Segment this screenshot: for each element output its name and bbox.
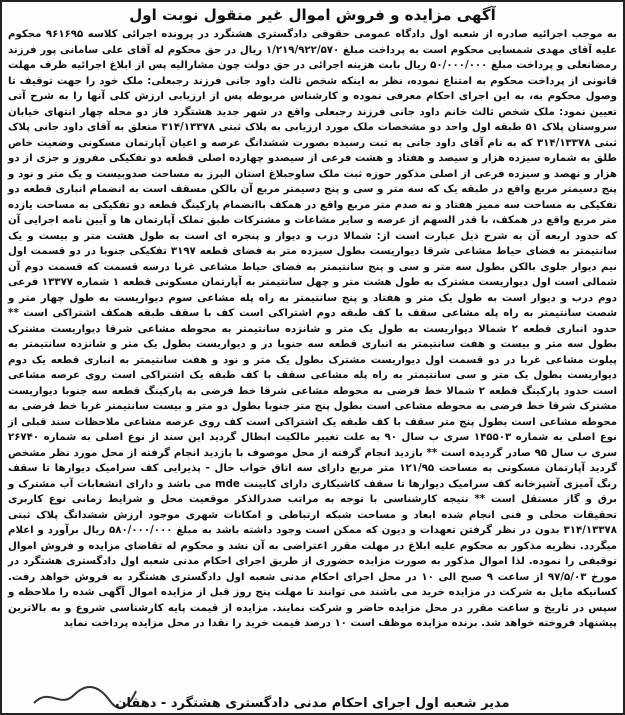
notice-title: آگهی مزایده و فروش اموال غیر منقول نوبت اول [129,6,496,24]
notice-signature: مدیر شعبه اول اجرای احکام مدنی دادگستری هشتگرد - دهقان [115,696,510,711]
notice-body: به موجب اجرائیه صادره از شعبه اول دادگاه عمومی حقوقی دادگستری هشتگرد در پرونده اجرائی کلاسه ۹۶۱۶۹۵ محکوم علیه آقای مهدی شمسایی محکوم است به پرداخت مبلغ ۱/۲۱۹/۹۲۲/۵۷۰ ریال در حق محکوم له آقای علی سامانی پور فرزند رمضانعلی و پرداخت مبلغ ۵۰/۰۰۰/۰۰۰ ریال بابت هزینه اجرائی در حق دولت چون مشارالیه پس از ابلاغ اجرائیه ظرف مهلت قانونی از پرداخت محکوم به امتناع نموده، نظر به اینکه شخص ثالث داود جانی فرزند رجبعلی: ملک خود را جهت توقیف تا وصول محکوم به، به این اجرای احکام معرفی نموده و کارشناس مربوطه پس از ارزیابی ارزش کلی آنها را به شرح آتی تعیین نمود: ملک شخص ثالث خانم داود جانی فرزند رجبعلی واقع در شهر جدید هشتگرد فاز دو محله چهار انتهای خیابان سروستان پلاک ۵۱ طبقه اول واحد دو مشخصات ملک مورد ارزیابی به پلاک ثبتی ۳۱۴/۱۳۳۷۸ متعلق به آقای داود جانی پلاک ثبتی ۳۱۴/۱۳۳۷۸ که به نام آقای داود جانی به ثبت رسیده بصورت ششدانگ عرصه و اعیان آپارتمان مسکونی وضعیت خاص طلق به شماره سیزده هزار و سیصد و هفتاد و هشت فرعی از سیصدو چهارده اصلی قطعه دو تفکیکی مفروز و جزی از دو هزار و نهصد و سیزده فرعی از اصلی مذکور حوزه ثبت ملک ساوجبلاغ استان البرز به مساحت صدوبیست و یک متر و نود و پنج دسیمتر مربع واقع در طبقه یک که سه متر و سی و پنج دسیمتر مربع آن بالکن مسقف است به انضمام انباری قطعه دو تفکیکی به مساحت سه ممیز هفتاد و نه صدم متر مربع واقع در همکف باانضمام پارکینگ قطعه دو تفکیکی به مساحت یازده متر مربع واقع در همکف، با قدر السهم از عرصه و سایر مشاعات و مشترکات طبق تملک آپارتمان ها و آیین نامه اجرایی آن که حدود اربعه آن به شرح ذیل عبارت است از: شمالا درب و دیوار و پنجره ای است به طول هشت متر و بیست و یک سانتیمتر به فضای حیاط مشاعی شرقا دیواریست بطول سیزده متر به فضای قطعه ۳۱۹۷ تفکیکی جنوبا در دو قسمت اول نیم دیوار جلوی بالکن بطول سه متر و سی و پنج سانتیمتر به فضای حیاط مشاعی غربا درسه قسمت که قسمت دوم آن شمالی است اول دیواریست مشترک به طول هشت متر و چهل سانتیمتر به آپارتمان مسکونی قطعه ۱ شماره ۱۳۳۷۷ فرعی دوم درب و دیوار است به طول یک متر و هفتاد و پنج سانتیمتر به راه پله مشاعی سوم دیواریست به طول چهار متر و شصت سانتیمتر به راه پله مشاعی سقف با کف طبقه دوم اشتراکی است کف با سقف طبقه همکف اشتراکی است ** حدود انباری قطعه ۲ شمالا دیواریست به طول یک متر و شانزده سانتیمتر به محوطه مشاعی شرقا دیواریست مشترک بطول سه متر و بیست و هفت سانتیمتر به انباری قطعه سه جنوبا در و دیواریست بطول یک متر و شانزده سانتیمتر به پیلوت مشاعی غربا در دو قسمت اول دیواریست مشترک بطول یک متر و نود و هفت سانتیمتر به انباری قطعه یک دوم دیواریست بطول یک متر و سی سانتیمتر به راه پله مشاعی سقف با کف طبقه یک اشتراکی است روی عرصه مشاعی است حدود پارکینگ قطعه ۲ شمالا خط فرضی به محوطه مشاعی شرقا خط فرضی به پارکینگ قطعه سه جنوبا دیواریست مشترک شرقا خط فرضی به محوطه مشاعی است بطول پنج متر جنوبا بطول دو متر و بیست سانتیمتر غربا خط فرضی به محوطه مشاعی است بطول پنج متر سقف با کف طبقه یک اشتراکی است کف روی عرصه مشاعی ملاحظات سند قبلی از نوع اصلی به شماره ۱۴۵۵۰۳ سری ب سال ۹۰ به علت تغییر مالکیت ابطال گردید این سند از نوع اصلی به شماره ۲۶۷۴۰ سری ب سال ۹۵ صادر گردیده است ** بازدید انجام گرفته از محل موصوف با بازدید انجام گرفته از محل مورد نظر مشخص گردید آپارتمان مسکونی به مساحت ۱۲۱/۹۵ متر مربع دارای سه اتاق خواب حال - پذیرایی کف سرامیک دیوارها تا سقف رنگ آمیزی آشپزخانه کف سرامیک دیوارها تا سقف کاشیکاری دارای کابینت mde می باشد و دارای انشعابات آب مشترک و برق و گاز مستقل است ** نتیجه کارشناسی با توجه به مراتب صدرالذکر موقعیت محل و شرایط زمانی نوع کاربری تحقیقات محلی و فنی انجام شده ابعاد و مساحت شبکه ارتباطی و امکانات شهری موجود ارزش ششدانگ پلاک ثبتی ۳۱۴/۱۳۳۷۸ بدون در نظر گرفتن تعهدات و دیون که ممکن است وجود داشته باشد به مبلغ ۵۸۰/۰۰۰/۰۰۰ ریال برآورد و اعلام میگردد. نظریه مذکور به محکوم علیه ابلاغ در مهلت مقرر اعتراضی به آن نشد و محکوم له تقاضای مزایده و فروش اموال توقیفی را نموده. لذا اموال مذکور به صورت مزایده حضوری از طریق اجرای احکام مدنی شعبه اول دادگستری هشتگرد در مورخ ۹۷/۵/۰۳ از ساعت ۹ صبح الی ۱۰ در محل اجرای احکام مدنی شعبه اول دادگستری هشتگرد به فروش خواهد رفت. کسانیکه مایل به شرکت در مزایده خرید می باشند می توانند تا مهلت پنج روز قبل از مزایده اموال آگهی شده را ملاحظه و سپس در تاریخ و ساعت مقرر در محل مزایده حاضر و شرکت نمایند. مزایده از قیمت پایه کارشناسی شروع و به بالاترین پیشنهاد فروخته خواهد شد. برنده مزایده موظف است ۱۰ درصد قیمت خرید را نقدا در محل مزایده پرداخت نماید [8,29,617,629]
